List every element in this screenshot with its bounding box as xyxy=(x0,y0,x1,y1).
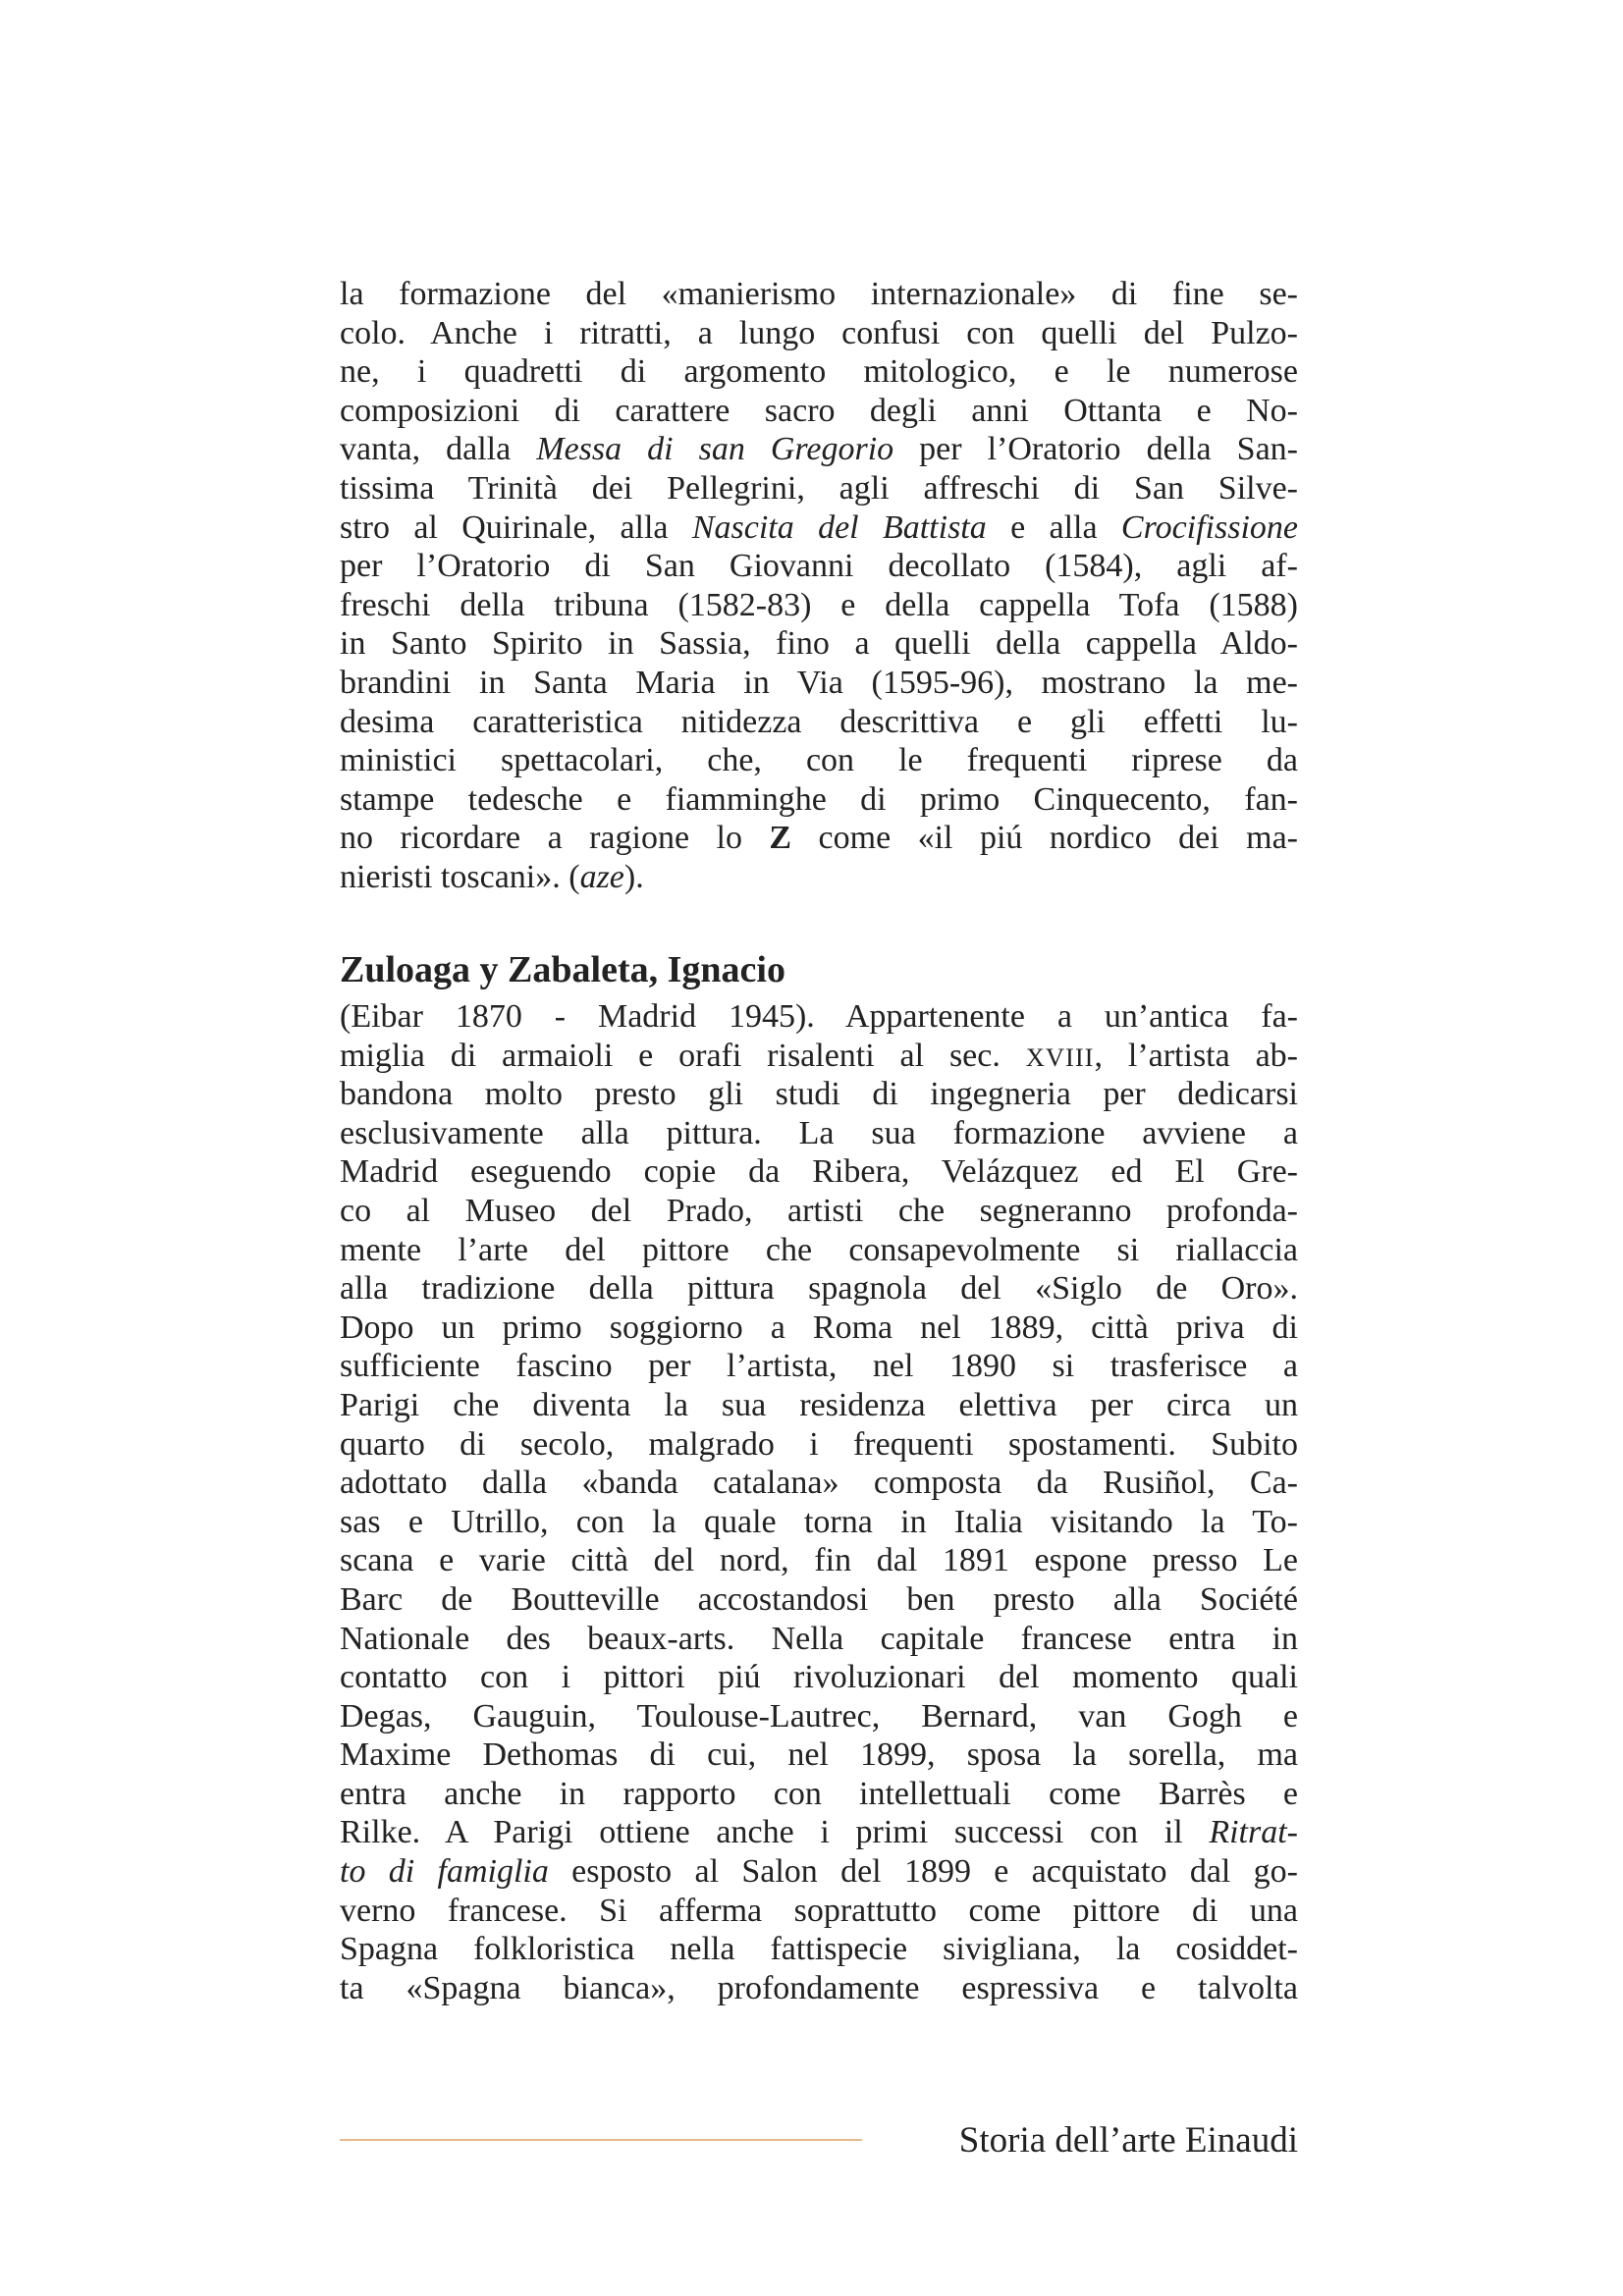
line-text: per l’Oratorio della San- xyxy=(893,431,1298,468)
line-text: colo. Anche i ritratti, a lungo confusi con quelli del Pulzo- xyxy=(340,314,1298,351)
text-line xyxy=(340,741,1298,780)
text-line xyxy=(340,1231,1298,1270)
text-line xyxy=(340,1775,1298,1814)
text-line xyxy=(340,1969,1298,2008)
line-text: composizioni di carattere sacro degli anni Ottanta e No- xyxy=(340,392,1298,429)
text-line xyxy=(340,1813,1298,1852)
artwork-title-italic: Ritrat- xyxy=(1209,1814,1298,1851)
text-line xyxy=(340,1580,1298,1620)
text-line xyxy=(340,392,1298,431)
line-text: Spagna folkloristica nella fattispecie sivigliana, la cosiddet- xyxy=(340,1931,1298,1968)
line-text: tissima Trinità dei Pellegrini, agli affreschi di San Silve- xyxy=(340,469,1298,507)
author-initials: aze xyxy=(579,858,624,895)
line-text: verno francese. Si afferma soprattutto come pittore di una xyxy=(340,1892,1298,1929)
text-line xyxy=(340,1697,1298,1736)
artwork-title-italic: to di famiglia xyxy=(340,1853,549,1891)
text-line xyxy=(340,1425,1298,1465)
text-line xyxy=(340,508,1298,548)
text-line xyxy=(340,1114,1298,1153)
text-line xyxy=(340,703,1298,742)
line-text: , l’artista ab- xyxy=(1094,1037,1298,1074)
footer-publication-title: Storia dell’arte Einaudi xyxy=(958,2120,1298,2161)
text-line xyxy=(340,1152,1298,1192)
text-line xyxy=(340,1658,1298,1697)
text-line xyxy=(340,1347,1298,1386)
century-small-caps: XVIII xyxy=(1025,1041,1095,1072)
text-line xyxy=(340,1386,1298,1425)
text-line xyxy=(340,1308,1298,1348)
line-text: sas e Utrillo, con la quale torna in Italia visitando la To- xyxy=(340,1503,1298,1540)
line-text: stampe tedesche e fiamminghe di primo Cinquecento, fan- xyxy=(340,780,1298,818)
entry-heading: Zuloaga y Zabaleta, Ignacio xyxy=(340,949,785,990)
line-text: desima caratteristica nitidezza descrittiva e gli effetti lu- xyxy=(340,703,1298,740)
text-line xyxy=(340,586,1298,625)
line-text: vanta, dalla xyxy=(340,431,537,468)
line-text: bandona molto presto gli studi di ingegneria per dedicarsi xyxy=(340,1076,1298,1113)
text-line xyxy=(340,1735,1298,1775)
text-line xyxy=(340,1541,1298,1580)
line-text: alla tradizione della pittura spagnola del «Siglo de Oro». xyxy=(340,1270,1298,1308)
line-text: co al Museo del Prado, artisti che segneranno profonda- xyxy=(340,1192,1298,1229)
text-line xyxy=(340,1037,1298,1076)
line-text: Barc de Boutteville accostandosi ben presto alla Société xyxy=(340,1580,1298,1618)
artwork-title-italic: Crocifissione xyxy=(1120,508,1298,546)
text-line xyxy=(340,1930,1298,1969)
text-line xyxy=(340,1192,1298,1231)
line-text: per l’Oratorio di San Giovanni decollato (1584), agli af- xyxy=(340,548,1298,585)
line-text: entra anche in rapporto con intellettuali come Barrès e xyxy=(340,1775,1298,1812)
line-text: scana e varie città del nord, fin dal 1891 espone presso Le xyxy=(340,1542,1298,1579)
line-text: mente l’arte del pittore che consapevolmente si riallaccia xyxy=(340,1231,1298,1268)
text-line xyxy=(340,547,1298,586)
text-line xyxy=(340,1620,1298,1659)
entry-initial-bold: Z xyxy=(769,820,792,857)
text-line xyxy=(340,1464,1298,1503)
line-text: adottato dalla «banda catalana» composta da Rusiñol, Ca- xyxy=(340,1465,1298,1502)
text-line xyxy=(340,1269,1298,1308)
line-text: ). xyxy=(623,858,644,895)
text-line xyxy=(340,430,1298,469)
line-text: Rilke. A Parigi ottiene anche i primi successi con il xyxy=(340,1814,1210,1851)
line-text: ministici spettacolari, che, con le frequenti riprese da xyxy=(340,742,1298,779)
line-text: e alla xyxy=(986,508,1121,546)
text-line xyxy=(340,275,1298,314)
line-text: ta «Spagna bianca», profondamente espressiva e talvolta xyxy=(340,1969,1298,2006)
text-line xyxy=(340,1075,1298,1114)
artwork-title-italic: Messa di san Gregorio xyxy=(536,431,894,468)
text-line xyxy=(340,1892,1298,1931)
line-text: no ricordare a ragione lo xyxy=(340,820,770,857)
text-line xyxy=(340,624,1298,664)
line-text: contatto con i pittori piú rivoluzionari del momento quali xyxy=(340,1659,1298,1696)
text-line xyxy=(340,469,1298,508)
footer-rule xyxy=(340,2139,862,2141)
line-text: Degas, Gauguin, Toulouse-Lautrec, Bernard, van Gogh e xyxy=(340,1697,1298,1735)
line-text: miglia di armaioli e orafi risalenti al sec. xyxy=(340,1037,1026,1074)
text-line xyxy=(340,819,1298,858)
line-text: Maxime Dethomas di cui, nel 1899, sposa la sorella, ma xyxy=(340,1736,1298,1774)
line-text: la formazione del «manierismo internazionale» di fine se- xyxy=(340,276,1298,312)
line-text: quarto di secolo, malgrado i frequenti spostamenti. Subito xyxy=(340,1425,1298,1463)
text-line xyxy=(340,314,1298,353)
text-line xyxy=(340,664,1298,703)
line-text: in Santo Spirito in Sassia, fino a quelli della cappella Aldo- xyxy=(340,625,1298,663)
line-text: brandini in Santa Maria in Via (1595-96), mostrano la me- xyxy=(340,664,1298,701)
line-text: Parigi che diventa la sua residenza elettiva per circa un xyxy=(340,1386,1298,1423)
artwork-title-italic: Nascita del Battista xyxy=(691,508,987,546)
line-text: Dopo un primo soggiorno a Roma nel 1889, città priva di xyxy=(340,1308,1298,1346)
text-line xyxy=(340,352,1298,392)
text-line xyxy=(340,997,1298,1037)
line-text: (Eibar 1870 - Madrid 1945). Appartenente a un’antica fa- xyxy=(340,998,1298,1035)
text-line xyxy=(340,1852,1298,1892)
line-text: esposto al Salon del 1899 e acquistato dal go- xyxy=(548,1853,1298,1891)
line-text: nieristi toscani». ( xyxy=(340,858,580,895)
line-text: esclusivamente alla pittura. La sua formazione avviene a xyxy=(340,1114,1298,1151)
text-line xyxy=(340,1503,1298,1542)
previous-entry-continuation xyxy=(340,275,1298,897)
line-text: freschi della tribuna (1582-83) e della cappella Tofa (1588) xyxy=(340,586,1298,623)
entry-body xyxy=(340,997,1298,2007)
line-text: ne, i quadretti di argomento mitologico, e le numerose xyxy=(340,353,1298,391)
line-text: stro al Quirinale, alla xyxy=(340,508,692,546)
text-line xyxy=(340,858,1298,897)
line-text: Nationale des beaux-arts. Nella capitale francese entra in xyxy=(340,1620,1298,1657)
text-line xyxy=(340,780,1298,820)
line-text: Madrid eseguendo copie da Ribera, Velázquez ed El Gre- xyxy=(340,1153,1298,1191)
line-text: come «il piú nordico dei ma- xyxy=(791,820,1298,857)
line-text: sufficiente fascino per l’artista, nel 1890 si trasferisce a xyxy=(340,1348,1298,1385)
